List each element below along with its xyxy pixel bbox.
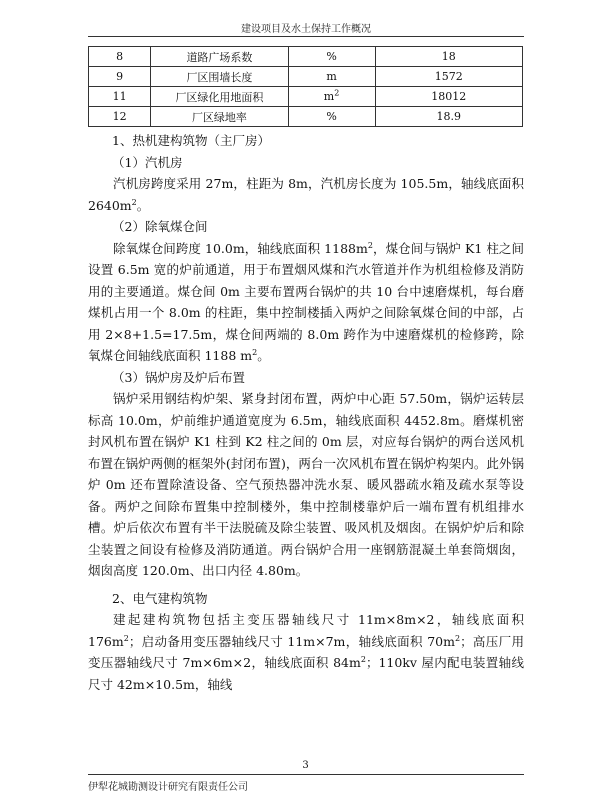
table-cell-unit: % bbox=[288, 47, 375, 67]
table-cell-item: 厂区围墙长度 bbox=[151, 67, 288, 87]
table-cell-item: 道路广场系数 bbox=[151, 47, 288, 67]
table-cell-item: 厂区绿化用地面积 bbox=[151, 87, 288, 107]
text-span: ；高压厂用变压器轴线尺寸 7m×6m×2，轴线底面积 84m bbox=[88, 633, 524, 670]
body-content bbox=[88, 126, 524, 695]
superscript: 2 bbox=[360, 654, 366, 664]
table-cell-no: 9 bbox=[89, 67, 151, 87]
page-header: 建设项目及水土保持工作概况 bbox=[241, 24, 371, 35]
text-span: 。 bbox=[257, 348, 270, 363]
table-row bbox=[89, 47, 523, 67]
table-cell-no: 12 bbox=[89, 107, 151, 127]
table-cell-no: 8 bbox=[89, 47, 151, 67]
unit-superscript: 2 bbox=[334, 88, 340, 98]
table-cell-no: 11 bbox=[89, 87, 151, 107]
paragraph-electrical bbox=[88, 609, 524, 695]
table-cell-value: 1572 bbox=[375, 67, 522, 87]
unit-text: m bbox=[323, 90, 335, 103]
table-cell-unit: m bbox=[288, 67, 375, 87]
subsection-heading-turbine-house: （1）汽机房 bbox=[112, 154, 183, 170]
text-span: 除氧煤仓间跨度 10.0m，轴线底面积 1188m bbox=[113, 240, 368, 256]
text-span: 汽机房跨度采用 27m，柱距为 8m，汽机房长度为 105.5m，轴线底面积 2640m bbox=[88, 176, 524, 213]
table-row bbox=[89, 87, 523, 107]
text-span: 建起建构筑物包括主变压器轴线尺寸 11m×8m×2，轴线底面积 176m bbox=[88, 612, 524, 649]
table-row bbox=[89, 107, 523, 127]
superscript: 2 bbox=[123, 633, 129, 643]
subsection-heading-coal-bunker: （2）除氧煤仓间 bbox=[112, 219, 208, 234]
paragraph-turbine-house bbox=[88, 173, 524, 216]
section-heading-electrical: 2、电气建构筑物 bbox=[112, 590, 208, 606]
section-heading-thermal: 1、热机建构筑物（主厂房） bbox=[112, 133, 270, 148]
footer-rule bbox=[88, 774, 524, 775]
superscript: 2 bbox=[454, 633, 461, 643]
page-number: 3 bbox=[302, 760, 309, 771]
table-cell-unit bbox=[288, 87, 375, 107]
superscript: 2 bbox=[367, 240, 373, 250]
subsection-heading-boiler-house: （3）锅炉房及炉后布置 bbox=[112, 369, 245, 385]
header-rule bbox=[88, 36, 524, 37]
footer-org: 伊犁花城勘测设计研究有限责任公司 bbox=[88, 782, 248, 793]
superscript: 2 bbox=[252, 347, 258, 357]
data-table bbox=[88, 46, 523, 127]
text-span: ；启动备用变压器轴线尺寸 11m×7m，轴线底面积 70m bbox=[128, 633, 455, 649]
table-row bbox=[89, 67, 523, 87]
table-cell-value: 18012 bbox=[375, 87, 522, 107]
text-span: ，煤仓间与锅炉 K1 柱之间设置 6.5m 宽的炉前通道，用于布置烟风煤和汽水管道并作为机组检修及消防用的主要通道。煤仓间 0m 主要布置两台锅炉的共 10 台中速磨煤机，每台磨煤机占用一个 8.0m 的柱距，集中控制楼插入两炉之间除氧煤仓间的中部，占用 2×8+1.5=17.5m，煤仓间两端的 8.0m 跨作为中速磨煤机的检修跨，除氧煤仓间轴线底面积 1188 m bbox=[88, 240, 524, 363]
paragraph-coal-bunker bbox=[88, 238, 524, 367]
text-span: ；110kv 屋内配电装置轴线尺寸 42m×10.5m，轴线 bbox=[88, 655, 525, 692]
table-cell-unit: % bbox=[288, 107, 375, 127]
text-span: 。 bbox=[136, 197, 150, 213]
table-cell-value: 18.9 bbox=[375, 107, 522, 127]
superscript: 2 bbox=[131, 197, 137, 207]
paragraph-boiler-house: 锅炉采用钢结构炉架、紧身封闭布置，两炉中心距 57.50m，锅炉运转层标高 10.0m，炉前维护通道宽度为 6.5m，轴线底面积 4452.8m。磨煤机密封风机布置在锅炉 K1 柱到 K2 柱之间的 0m 层，对应每台锅炉的两台送风机布置在锅炉两侧的框架外(封闭布置)，两台一次风机布置在锅炉构架内。此外锅炉 0m 还布置除渣设备、空气预热器冲洗水泵、暖风器疏水箱及疏水泵等设备。两炉之间除布置集中控制楼外，集中控制楼靠炉后一端布置有机组排水槽。炉后依次布置有半干法脱硫及除尘装置、吸风机及烟囱。在锅炉炉后和除尘装置之间设有检修及消防通道。两台锅炉合用一座钢筋混凝土单套筒烟囱，烟囱高度 120.0m、出口内径 4.80m。 bbox=[88, 391, 524, 578]
table-cell-value: 18 bbox=[375, 47, 522, 67]
table-cell-item: 厂区绿地率 bbox=[151, 107, 288, 127]
